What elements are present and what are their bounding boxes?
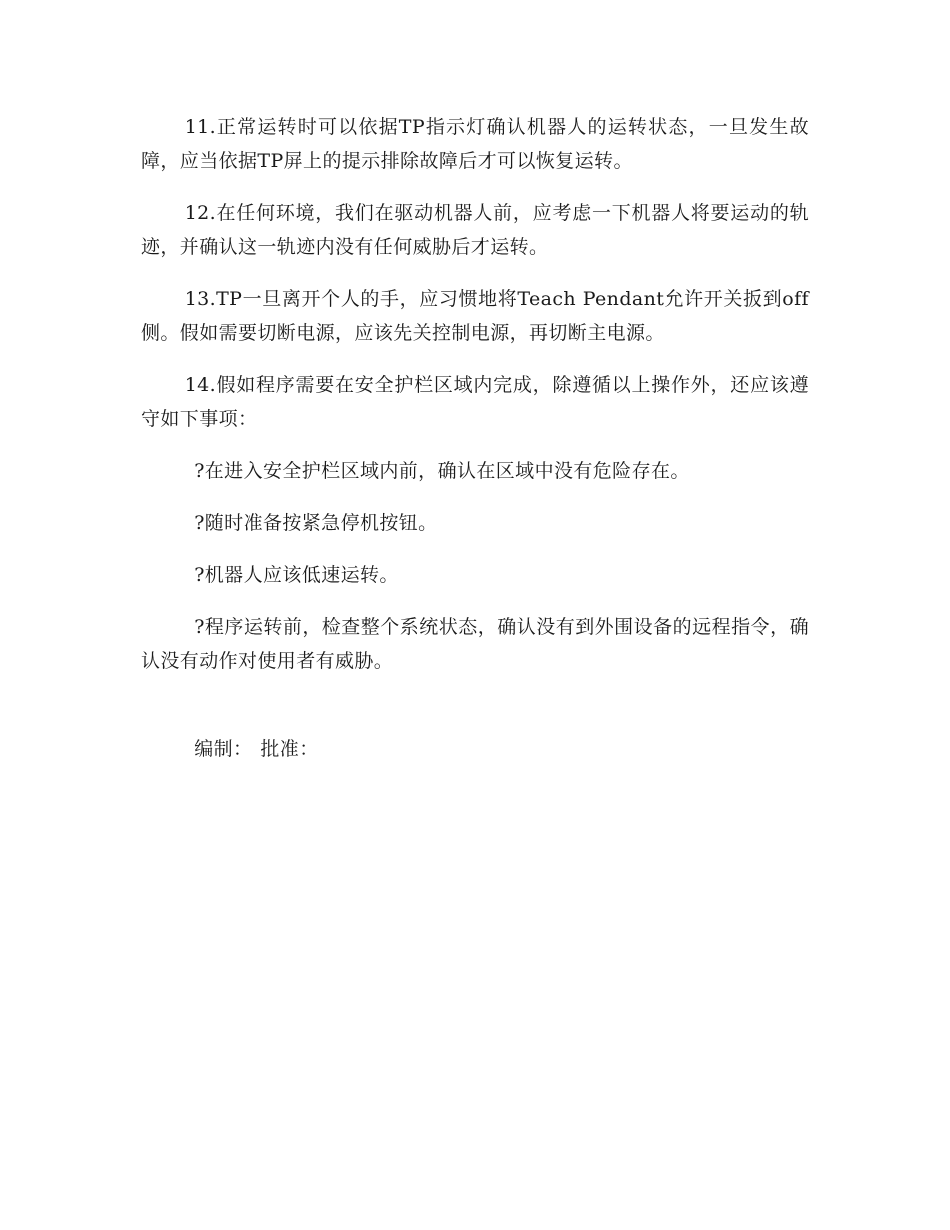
editor-label: 编制： bbox=[194, 738, 253, 760]
paragraph-14: 14.假如程序需要在安全护栏区域内完成，除遵循以上操作外，还应该遵守如下事项： bbox=[141, 374, 809, 430]
approver-label: 批准： bbox=[260, 738, 319, 760]
bullet-item-system-check: ?程序运转前，检查整个系统状态，确认没有到外围设备的远程指令，确认没有动作对使用者有威胁。 bbox=[141, 616, 809, 672]
bullet-item-check-area: ?在进入安全护栏区域内前，确认在区域中没有危险存在。 bbox=[194, 460, 690, 482]
paragraph-12: 12.在任何环境，我们在驱动机器人前，应考虑一下机器人将要运动的轨迹，并确认这一轨迹内没有任何威胁后才运转。 bbox=[141, 202, 809, 258]
paragraph-11: 11.正常运转时可以依据TP指示灯确认机器人的运转状态，一旦发生故障，应当依据TP屏上的提示排除故障后才可以恢复运转。 bbox=[141, 116, 809, 172]
signature-line bbox=[141, 732, 809, 766]
document-body bbox=[141, 110, 809, 766]
bullet-item-low-speed: ?机器人应该低速运转。 bbox=[194, 564, 399, 586]
bullet-item-emergency-stop: ?随时准备按紧急停机按钮。 bbox=[194, 512, 438, 534]
paragraph-13: 13.TP一旦离开个人的手，应习惯地将Teach Pendant允许开关扳到off侧。假如需要切断电源，应该先关控制电源，再切断主电源。 bbox=[141, 288, 809, 344]
